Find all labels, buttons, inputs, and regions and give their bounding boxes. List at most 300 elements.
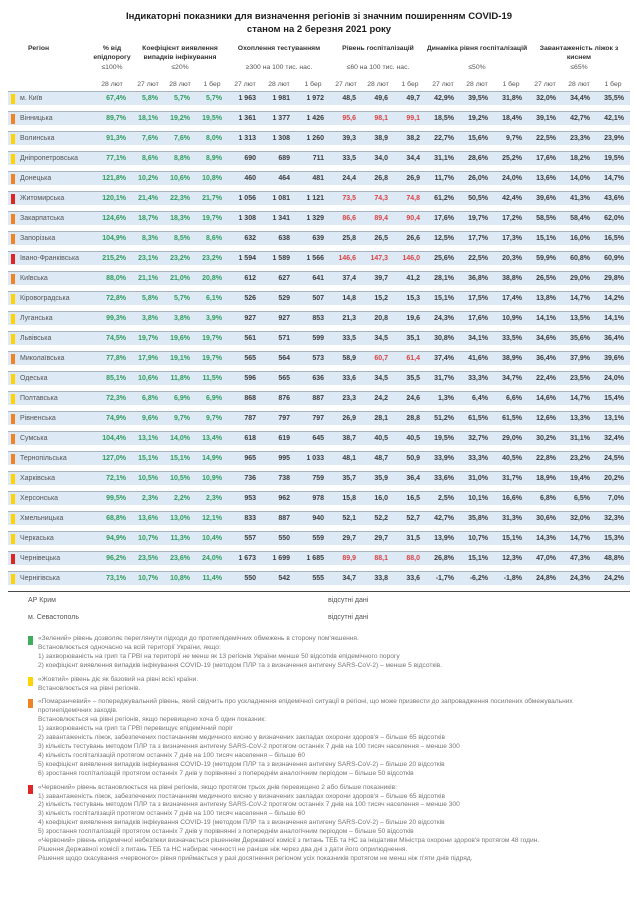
cell-value: 99,3%: [106, 315, 126, 322]
cell-value: 18,7%: [138, 215, 158, 222]
cell-value: 1 313: [238, 135, 256, 142]
cell-value: 34,4: [406, 155, 420, 162]
cell-value: 953: [244, 495, 256, 502]
cell-value: 507: [312, 295, 324, 302]
cell-value: 23,5%: [138, 555, 158, 562]
cell-value: 37,9%: [570, 355, 590, 362]
cell-value: 962: [278, 495, 290, 502]
cell-value: 2,2%: [174, 495, 190, 502]
cell-value: 1 594: [238, 255, 256, 262]
epid-group: [92, 372, 132, 385]
region-cell: [8, 432, 92, 445]
cell-value: 104,4%: [102, 435, 126, 442]
cell-value: 77,8%: [106, 355, 126, 362]
cell-value: 41,2: [406, 275, 420, 282]
cell-value: 557: [244, 535, 256, 542]
cell-value: 23,6%: [170, 555, 190, 562]
cell-value: 32,3%: [604, 515, 624, 522]
hosp-group: [330, 172, 426, 185]
load-group: [528, 232, 630, 245]
cell-value: 37,4: [342, 275, 356, 282]
cell-value: 31,8%: [502, 95, 522, 102]
cell-value: 9,6%: [142, 415, 158, 422]
cell-value: 876: [278, 395, 290, 402]
group-label: Завантаженість ліжок з киснем: [539, 45, 619, 61]
table-row-no-data: [8, 609, 630, 626]
cell-value: 39,3: [342, 135, 356, 142]
cell-value: 31,5: [406, 535, 420, 542]
date-header: 27 лют: [335, 81, 357, 88]
cell-value: 1 361: [238, 115, 256, 122]
legend-line: 4) кількість госпіталізацій протягом останніх 7 днів на 100 тисяч населення – більше 60: [38, 751, 305, 759]
coef-group: [132, 452, 228, 465]
cell-value: 14,1%: [536, 315, 556, 322]
cell-value: 5,7%: [174, 295, 190, 302]
cell-value: 90,4: [406, 215, 420, 222]
cell-value: 120,1%: [102, 195, 126, 202]
cell-value: 19,1%: [170, 355, 190, 362]
table-row: [8, 151, 630, 165]
cell-value: 11,3%: [170, 535, 190, 542]
epid-group: [92, 272, 132, 285]
legend-line: «Червоний» рівень встановлюється на рівні регіонів, якщо протягом трьох днів перевищено 2 або більше показників:: [38, 783, 397, 791]
cell-value: 49,7: [406, 95, 420, 102]
cell-value: 8,5%: [174, 235, 190, 242]
cell-value: 32,0%: [570, 515, 590, 522]
region-cell: [8, 252, 92, 265]
load-group: [528, 372, 630, 385]
legend-line: 1) завантаженість ліжок, забезпечених постачанням медичного кисню у визначених закладах охорони здоров'я – більше 65 відсотків: [38, 792, 445, 800]
cell-value: 33,6%: [434, 475, 454, 482]
test-group: [228, 572, 330, 585]
cell-value: 47,3%: [570, 555, 590, 562]
cell-value: 833: [244, 515, 256, 522]
cell-value: 35,9: [374, 475, 388, 482]
cell-value: 1 341: [272, 215, 290, 222]
cell-value: 965: [244, 455, 256, 462]
cell-value: 14,7%: [604, 175, 624, 182]
legend-line: Рішення щодо скасування «червоного» рівня приймається у разі досягнення регіоном усіх показників протягом не менш ніж п'яти днів підряд.: [38, 854, 473, 862]
load-group: [528, 132, 630, 145]
cell-value: 13,5%: [570, 315, 590, 322]
cell-value: 16,5: [406, 495, 420, 502]
cell-value: 797: [312, 415, 324, 422]
cell-value: 89,9: [342, 555, 356, 562]
cell-value: 15,1%: [536, 235, 556, 242]
cell-value: 73,5: [342, 195, 356, 202]
cell-value: 86,6: [342, 215, 356, 222]
legend-block-orange: [8, 698, 630, 778]
cell-value: 6,4%: [472, 395, 488, 402]
epid-group: [92, 532, 132, 545]
cell-value: 18,5%: [434, 115, 454, 122]
region-cell: [8, 112, 92, 125]
cell-value: 32,0%: [536, 95, 556, 102]
dyn-group: [426, 412, 528, 425]
cell-value: 17,2%: [502, 215, 522, 222]
cell-value: 1 699: [272, 555, 290, 562]
load-group: [528, 352, 630, 365]
cell-value: 74,5%: [106, 335, 126, 342]
group-threshold: ≤100%: [101, 64, 123, 71]
cell-value: 22,8%: [536, 455, 556, 462]
dyn-group: [426, 472, 528, 485]
coef-group: [132, 512, 228, 525]
legend-line: 4) коефіцієнт виявлення випадків інфікування COVID-19 (методом ПЛР та з визначення антигену SARS-CoV-2) – більше 20 відсотків: [38, 819, 445, 827]
column-group-testing: [228, 45, 330, 88]
cell-value: 526: [244, 295, 256, 302]
cell-value: 26,8%: [434, 555, 454, 562]
epid-group: [92, 312, 132, 325]
cell-value: 31,0%: [468, 475, 488, 482]
cell-value: 31,3%: [502, 515, 522, 522]
legend-line: 3) кількість тестувань методом ПЛР та з визначення антигену SARS-CoV-2 протягом останніх 7 днів на 100 тисяч населення – менше 300: [38, 742, 460, 750]
region-name: Тернопільська: [20, 455, 67, 462]
hosp-group: [330, 232, 426, 245]
region-cell: [8, 132, 92, 145]
region-cell: [8, 532, 92, 545]
cell-value: 72,3%: [106, 395, 126, 402]
cell-value: 639: [312, 235, 324, 242]
cell-value: 12,5%: [434, 235, 454, 242]
cell-value: 23,3%: [570, 135, 590, 142]
cell-value: -6,2%: [469, 575, 488, 582]
region-cell: [8, 512, 92, 525]
region-cell: [8, 172, 92, 185]
cell-value: 18,1%: [138, 115, 158, 122]
region-cell: [8, 152, 92, 165]
cell-value: 940: [312, 515, 324, 522]
cell-value: 573: [312, 355, 324, 362]
cell-value: 19,7%: [468, 215, 488, 222]
cell-value: 94,9%: [106, 535, 126, 542]
hosp-group: [330, 372, 426, 385]
cell-value: 17,9%: [138, 355, 158, 362]
cell-value: 690: [244, 155, 256, 162]
cell-value: 15,3%: [604, 535, 624, 542]
cell-value: 24,2: [374, 395, 388, 402]
hosp-group: [330, 432, 426, 445]
cell-value: 88,1: [374, 555, 388, 562]
legend-line: 6) зростання госпіталізацій протягом останніх 7 днів у порівнянні з попереднім аналогічним періодом – більше 50 відсотків: [38, 769, 414, 777]
cell-value: 15,3: [406, 295, 420, 302]
legend-line: Встановлюється на рівні регіонів, якщо перевищено хоча б один показник:: [38, 716, 267, 724]
cell-value: 10,7%: [138, 575, 158, 582]
region-name: Кіровоградська: [20, 295, 70, 302]
cell-value: 42,4%: [502, 195, 522, 202]
legend-line: «Жовтий» рівень діє як базовий на рівні всієї країни.: [38, 675, 199, 683]
cell-value: 10,7%: [468, 535, 488, 542]
test-group: [228, 152, 330, 165]
cell-value: 19,4%: [570, 475, 590, 482]
test-group: [228, 452, 330, 465]
coef-group: [132, 392, 228, 405]
cell-value: 1 308: [238, 215, 256, 222]
cell-value: 96,2%: [106, 555, 126, 562]
legend-line: 3) кількість госпіталізацій протягом останніх 7 днів на 100 тисяч населення – більше 60: [38, 810, 305, 818]
cell-value: 68,8%: [106, 515, 126, 522]
cell-value: 43,6%: [604, 195, 624, 202]
cell-value: 48,8%: [604, 555, 624, 562]
hosp-group: [330, 532, 426, 545]
region-name: Запорізька: [20, 235, 56, 242]
cell-value: 1 426: [306, 115, 324, 122]
cell-value: 10,6%: [170, 175, 190, 182]
column-group-epid-threshold: [92, 45, 132, 88]
cell-value: 42,1%: [604, 115, 624, 122]
epid-group: [92, 352, 132, 365]
cell-value: 67,4%: [106, 95, 126, 102]
cell-value: 36,4%: [536, 355, 556, 362]
legend-line: 2) коефіцієнт виявлення випадків інфікування COVID-19 (методом ПЛР та з визначення антигену SARS-CoV-2) – менше 5 відсотків.: [38, 661, 443, 669]
date-header: 27 лют: [534, 81, 556, 88]
coef-group: [132, 432, 228, 445]
dyn-group: [426, 492, 528, 505]
load-group: [528, 332, 630, 345]
coef-group: [132, 552, 228, 565]
cell-value: 48,7: [374, 455, 388, 462]
table-row: [8, 551, 630, 565]
coef-group: [132, 112, 228, 125]
cell-value: 14,0%: [170, 435, 190, 442]
cell-value: 17,4%: [502, 295, 522, 302]
dyn-group: [426, 112, 528, 125]
table-row: [8, 571, 630, 585]
coef-group: [132, 472, 228, 485]
cell-value: 19,2%: [468, 115, 488, 122]
group-threshold: ≤20%: [171, 64, 189, 71]
cell-value: 689: [278, 155, 290, 162]
cell-value: 35,8%: [468, 515, 488, 522]
date-header: 28 лют: [466, 81, 488, 88]
cell-value: 19,7%: [202, 335, 222, 342]
cell-value: 3,8%: [174, 315, 190, 322]
table-row: [8, 451, 630, 465]
cell-value: 24,6: [406, 395, 420, 402]
region-name: АР Крим: [28, 597, 56, 604]
cell-value: 550: [244, 575, 256, 582]
test-group: [228, 512, 330, 525]
cell-value: 14,3%: [536, 535, 556, 542]
region-cell: [8, 572, 92, 585]
cell-value: 62,0%: [604, 215, 624, 222]
legend-line: «Червоний» рівень епідемічної небезпеки визначається рішенням Державної комісії з питань ТЕБ та НС за ініціативи Міністра охорони здоров'я протягом 48 годин.: [38, 837, 540, 845]
table-row: [8, 211, 630, 225]
cell-value: -1,7%: [435, 575, 454, 582]
dyn-group: [426, 532, 528, 545]
load-group: [528, 512, 630, 525]
epid-group: [92, 552, 132, 565]
cell-value: 40,5: [406, 435, 420, 442]
cell-value: 34,0: [374, 155, 388, 162]
cell-value: 6,9%: [206, 395, 222, 402]
date-header: 27 лют: [432, 81, 454, 88]
column-group-detection-coef: [132, 45, 228, 88]
cell-value: 1 673: [238, 555, 256, 562]
cell-value: 18,9%: [536, 475, 556, 482]
cell-value: 26,9: [406, 175, 420, 182]
load-group: [528, 192, 630, 205]
legend-line: 2) кількість тестувань методом ПЛР та з визначення антигену SARS-CoV-2 протягом останніх 7 днів на 100 тисяч населення – менше 300: [38, 801, 460, 809]
region-name: Рівненська: [20, 415, 56, 422]
test-group: [228, 112, 330, 125]
load-group: [528, 452, 630, 465]
group-threshold: ≤50%: [468, 64, 486, 71]
date-header: 1 бер: [304, 81, 322, 88]
dyn-group: [426, 232, 528, 245]
region-name: Волинська: [20, 135, 55, 142]
cell-value: 16,0%: [570, 235, 590, 242]
cell-value: 98,1: [374, 115, 388, 122]
coef-group: [132, 212, 228, 225]
cell-value: 15,8: [342, 495, 356, 502]
test-group: [228, 172, 330, 185]
region-cell: [8, 212, 92, 225]
cell-value: 20,2%: [604, 475, 624, 482]
legend-line: Встановлюється одночасно на всій території України, якщо:: [38, 643, 221, 651]
cell-value: 5,8%: [142, 295, 158, 302]
cell-value: 23,2%: [170, 255, 190, 262]
cell-value: 89,4: [374, 215, 388, 222]
cell-value: 1 685: [306, 555, 324, 562]
legend-text: [38, 784, 613, 864]
cell-value: 28,6%: [468, 155, 488, 162]
cell-value: 50,5%: [468, 195, 488, 202]
dyn-group: [426, 272, 528, 285]
hosp-group: [330, 272, 426, 285]
column-group-hospitalization: [330, 45, 426, 88]
cell-value: 25,2%: [502, 155, 522, 162]
region-name: Івано-Франківська: [20, 255, 80, 262]
load-group: [528, 172, 630, 185]
cell-value: 38,9: [374, 135, 388, 142]
cell-value: 38,8%: [502, 275, 522, 282]
cell-value: 20,8: [374, 315, 388, 322]
cell-value: 14,8: [342, 295, 356, 302]
cell-value: 1 972: [306, 95, 324, 102]
coef-group: [132, 232, 228, 245]
cell-value: 35,5%: [604, 95, 624, 102]
cell-value: 17,3%: [502, 235, 522, 242]
hosp-group: [330, 152, 426, 165]
load-group: [528, 552, 630, 565]
hosp-group: [330, 512, 426, 525]
cell-value: 34,4%: [570, 95, 590, 102]
cell-value: 26,5: [374, 235, 388, 242]
legend-text: [38, 698, 613, 778]
load-group: [528, 532, 630, 545]
test-group: [228, 472, 330, 485]
epid-group: [92, 412, 132, 425]
cell-value: 21,0%: [170, 275, 190, 282]
cell-value: 33,3%: [468, 375, 488, 382]
cell-value: 561: [244, 335, 256, 342]
cell-value: 1 566: [306, 255, 324, 262]
cell-value: 15,2: [374, 295, 388, 302]
test-group: [228, 332, 330, 345]
cell-value: 23,5%: [570, 375, 590, 382]
cell-value: 618: [244, 435, 256, 442]
cell-value: 8,9%: [206, 155, 222, 162]
cell-value: 17,5%: [468, 295, 488, 302]
column-group-hosp-dynamics: [426, 45, 528, 88]
legend-yellow-marker: [28, 677, 33, 686]
cell-value: 15,6%: [468, 135, 488, 142]
cell-value: 571: [278, 335, 290, 342]
date-header: 27 лют: [137, 81, 159, 88]
cell-value: 31,7%: [502, 475, 522, 482]
cell-value: 14,7%: [570, 535, 590, 542]
cell-value: 13,0%: [170, 515, 190, 522]
cell-value: 797: [278, 415, 290, 422]
region-name: м. Київ: [20, 95, 43, 102]
date-header: 28 лют: [568, 81, 590, 88]
date-header: 28 лют: [169, 81, 191, 88]
test-group: [228, 552, 330, 565]
column-group-oxygen-beds: [528, 45, 630, 88]
cell-value: 61,4: [406, 355, 420, 362]
hosp-group: [330, 412, 426, 425]
region-cell: [8, 312, 92, 325]
cell-value: 48,5: [342, 95, 356, 102]
legend-line: «Зелений» рівень дозволяє переглянути підходи до протиепідемічних обмежень в сторону пом'якшення.: [38, 635, 359, 642]
cell-value: 40,5%: [502, 455, 522, 462]
test-group: [228, 232, 330, 245]
cell-value: 19,5%: [604, 155, 624, 162]
cell-value: 19,5%: [434, 435, 454, 442]
hosp-group: [330, 312, 426, 325]
load-group: [528, 492, 630, 505]
cell-value: 41,6%: [468, 355, 488, 362]
load-group: [528, 472, 630, 485]
cell-value: 18,2%: [570, 155, 590, 162]
dyn-group: [426, 512, 528, 525]
cell-value: 11,5%: [202, 375, 222, 382]
cell-value: 29,0%: [502, 435, 522, 442]
date-header: 28 лют: [268, 81, 290, 88]
region-name: м. Севастополь: [28, 614, 79, 621]
legend: [8, 635, 630, 864]
test-group: [228, 132, 330, 145]
cell-value: 10,8%: [170, 575, 190, 582]
cell-value: 31,7%: [434, 375, 454, 382]
region-name: Черкаська: [20, 535, 54, 542]
load-group: [528, 412, 630, 425]
legend-line: 5) коефіцієнт виявлення випадків інфікування COVID-19 (методом ПЛР та з визначення антигену SARS-CoV-2) – більше 20 відсотків: [38, 760, 445, 768]
cell-value: 26,8: [374, 175, 388, 182]
cell-value: 19,6: [406, 315, 420, 322]
region-name: Херсонська: [20, 495, 59, 502]
cell-value: -1,8%: [503, 575, 522, 582]
cell-value: 15,1%: [468, 555, 488, 562]
cell-value: 24,3%: [570, 575, 590, 582]
table-row: [8, 351, 630, 365]
legend-red-marker: [28, 785, 33, 794]
table-row: [8, 171, 630, 185]
cell-value: 3,9%: [206, 315, 222, 322]
hosp-group: [330, 492, 426, 505]
cell-value: 565: [278, 375, 290, 382]
cell-value: 711: [312, 155, 324, 162]
cell-value: 638: [278, 235, 290, 242]
cell-value: 99,1: [406, 115, 420, 122]
cell-value: 35,6%: [570, 335, 590, 342]
test-group: [228, 372, 330, 385]
cell-value: 13,4%: [202, 435, 222, 442]
region-name: Закарпатська: [20, 215, 65, 222]
cell-value: 61,2%: [434, 195, 454, 202]
cell-value: 24,0%: [202, 555, 222, 562]
